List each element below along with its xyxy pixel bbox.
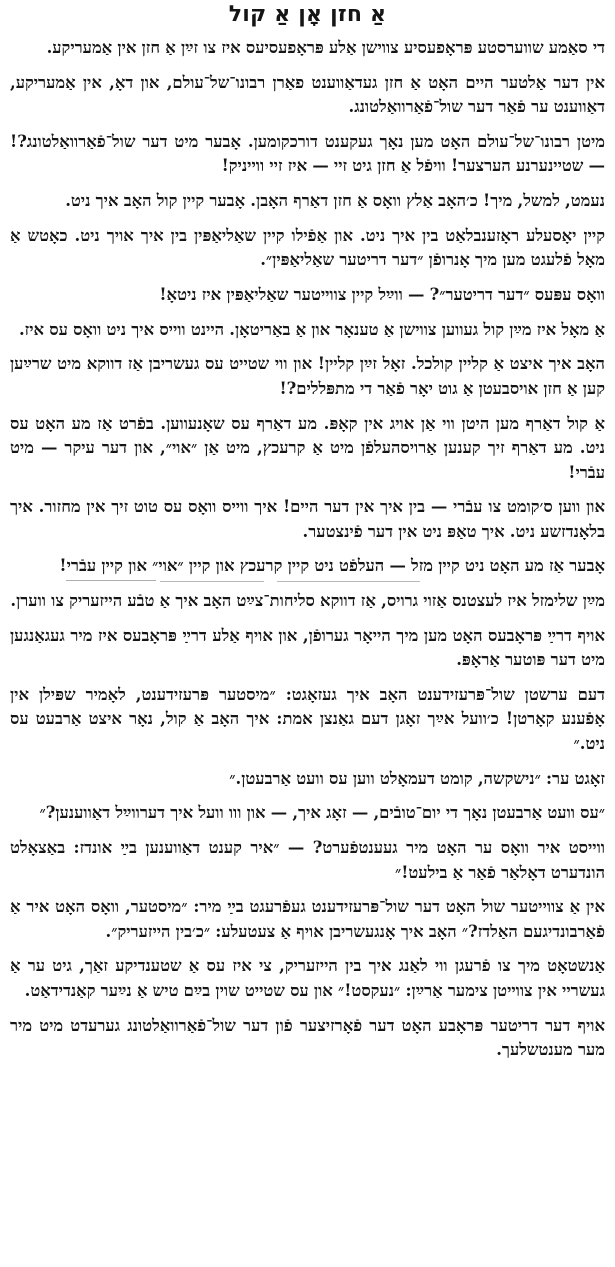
paragraph-15: זאָגט ער: ״נישקשה, קומט דעמאָלט ווען עס וועט אַרבעטן.״ — [229, 768, 605, 788]
scan-artifact-line — [160, 581, 420, 582]
paragraph-17: ווייסט איר וואָס ער האָט מיר געענטפֿערט? — ״איר קענט דאַווענען בײַ אונדז: באַצאָלט הונדערט דאָלאַר פֿאַר אַ בילעט!״ — [10, 838, 605, 882]
paragraph-4: נעמט, למשל, מיך! כ׳האָב אַלץ וואָס אַ חזן דאַרף האָבן. אָבער קיין קול האָב איך ניט. — [65, 191, 605, 211]
paragraph-20: אויף דער דריטער פּראָבע האָט דער פֿאָרזיצער פֿון דער שול־פֿאַרוואַלטונג גערעדט מיט מיר מער מענטשלעך. — [10, 1015, 605, 1060]
paragraph-5: קיין יאָסעלע ראָזענבלאַט בין איך ניט. און אַפֿילו קיין שאַליאַפּין בין איך אויך ניט. כאָטש אַ מאָל פֿלעגט מען מיך אָנרופֿן ״דער דריטער שאַליאַפּין״. — [10, 225, 605, 270]
paragraph-6: וואָס עפּעס ״דער דריטער״? — ווײַל קיין צווייטער שאַליאַפּין איז ניטאָ! — [159, 284, 605, 304]
paragraph-18: אין אַ צווייטער שול האָט דער שול־פּרעזידענט געפֿרעגט בײַ מיר: ״מיסטער, וואָס האָט איר אַ פֿאַרבונדיגעם האַלדז?״ האָב איך אָנגעשריבן אויף אַ צעטעלע: ״כ׳בין הייזעריק״. — [10, 897, 605, 941]
paragraph-13: אויף דרײַ פּראָבעס האָט מען מיך הייאָר גערופֿן, און אויף אַלע דרײַ פּראָבעס איז מיר געגאַנגען מיט דער פּוטער אַראָפּ. — [10, 625, 605, 670]
scan-artifact-line — [66, 580, 156, 581]
document-page — [10, 2, 605, 1262]
paragraph-2: אין דער אַלטער היים האָט אַ חזן געדאַווענט פאַרן רבונו־של־עולם, און דאָ, אין אַמעריקע, דאַווענט ער פֿאַר דער שול־פֿאַרוואַלטונג. — [10, 72, 605, 117]
paragraph-16: ״עס וועט אַרבעטן נאָך די יום־טובֿים, — זאָג איך, — און ווו וועל איך דערווײַל דאַווענען?״ — [39, 803, 605, 823]
paragraph-1: די סאַמע שווערסטע פּראָפעסיע צווישן אַלע פּראָפעסיעס איז צו זײַן אַ חזן אין אַמעריקע. — [46, 38, 605, 57]
paragraph-9: אַ קול דאַרף מען היטן ווי אַן אויג אין קאָפּ. מע דאַרף עס שאָנעווען. בפֿרט אַז מע האָט עס ניט. מע דאַרף זיך קענען אַרויסהעלפֿן מיט אַ קרעכץ, מיט אַן ״אוי״, און דער עיקר — מיט עבֿרי! — [10, 413, 605, 482]
paragraph-12: מײַן שלימזל איז לעצטנס אַזוי גרויס, אַז דווקא סליחות־צײַט האָב איך אַ טבֿע הייזעריק צו ווערן. — [10, 591, 605, 611]
paragraph-8: האָב איך איצט אַ קליין קולכל. זאָל זײַן קליין! און ווי שטייט עס געשריבן אַז דווקא מיט שרײַען קען אַ חזן אויסבעטן אַ גוט יאָר פֿאַר די מתפּללים?! — [10, 354, 605, 398]
paragraph-11: אָבער אַז מע האָט ניט קיין מזל — העלפֿט ניט קיין קרעכץ און קיין ״אוי״ און קיין עבֿרי! — [59, 556, 605, 576]
paragraph-14: דעם ערשטן שול־פּרעזידענט האָב איך געזאָגט: ״מיסטער פּרעזידענט, לאָמיר שפּילן אין אָפֿענע קאָרטן! כ׳וועל אײַך זאָגן דעם גאַנצן אמת: איך האָב אַ קול, נאָר איצט אַרבעט עס ניט.״ — [10, 684, 605, 753]
paragraph-10: און ווען ס׳קומט צו עבֿרי — בין איך אין דער היים! איך ווייס וואָס עס טוט זיך אין מחזור. איך בלאָנדזשע ניט. איך טאַפּ ניט אין דער פֿינצטער. — [10, 497, 605, 541]
document-title: אַ חזן אָן אַ קול — [228, 2, 387, 27]
paragraph-7: אַ מאָל איז מײַן קול געווען צווישן אַ טענאָר און אַ באַריטאָן. היינט ווייס איך ניט וואָס עס איז. — [18, 319, 605, 339]
paragraph-3: מיטן רבונו־של־עולם האָט מען נאָך געקענט דורכקומען. אָבער מיט דער שול־פֿאַרוואַלטונג?! — שטיינערנע הערצער! וויפֿל אַ חזן גיט זיי — איז זיי ווייניק! — [10, 131, 605, 176]
paragraph-19: אַנשטאָט מיך צו פֿרעגן ווי לאַנג איך בין הייזעריק, צי איז עס אַ שטענדיקע זאַך, גיט ער אַ געשריי אין צווייטן צימער אַרײַן: ״נעקסט!״ און עס שטייט שוין בײַם טיש אַ נײַער קאַנדידאַט. — [10, 956, 605, 1000]
